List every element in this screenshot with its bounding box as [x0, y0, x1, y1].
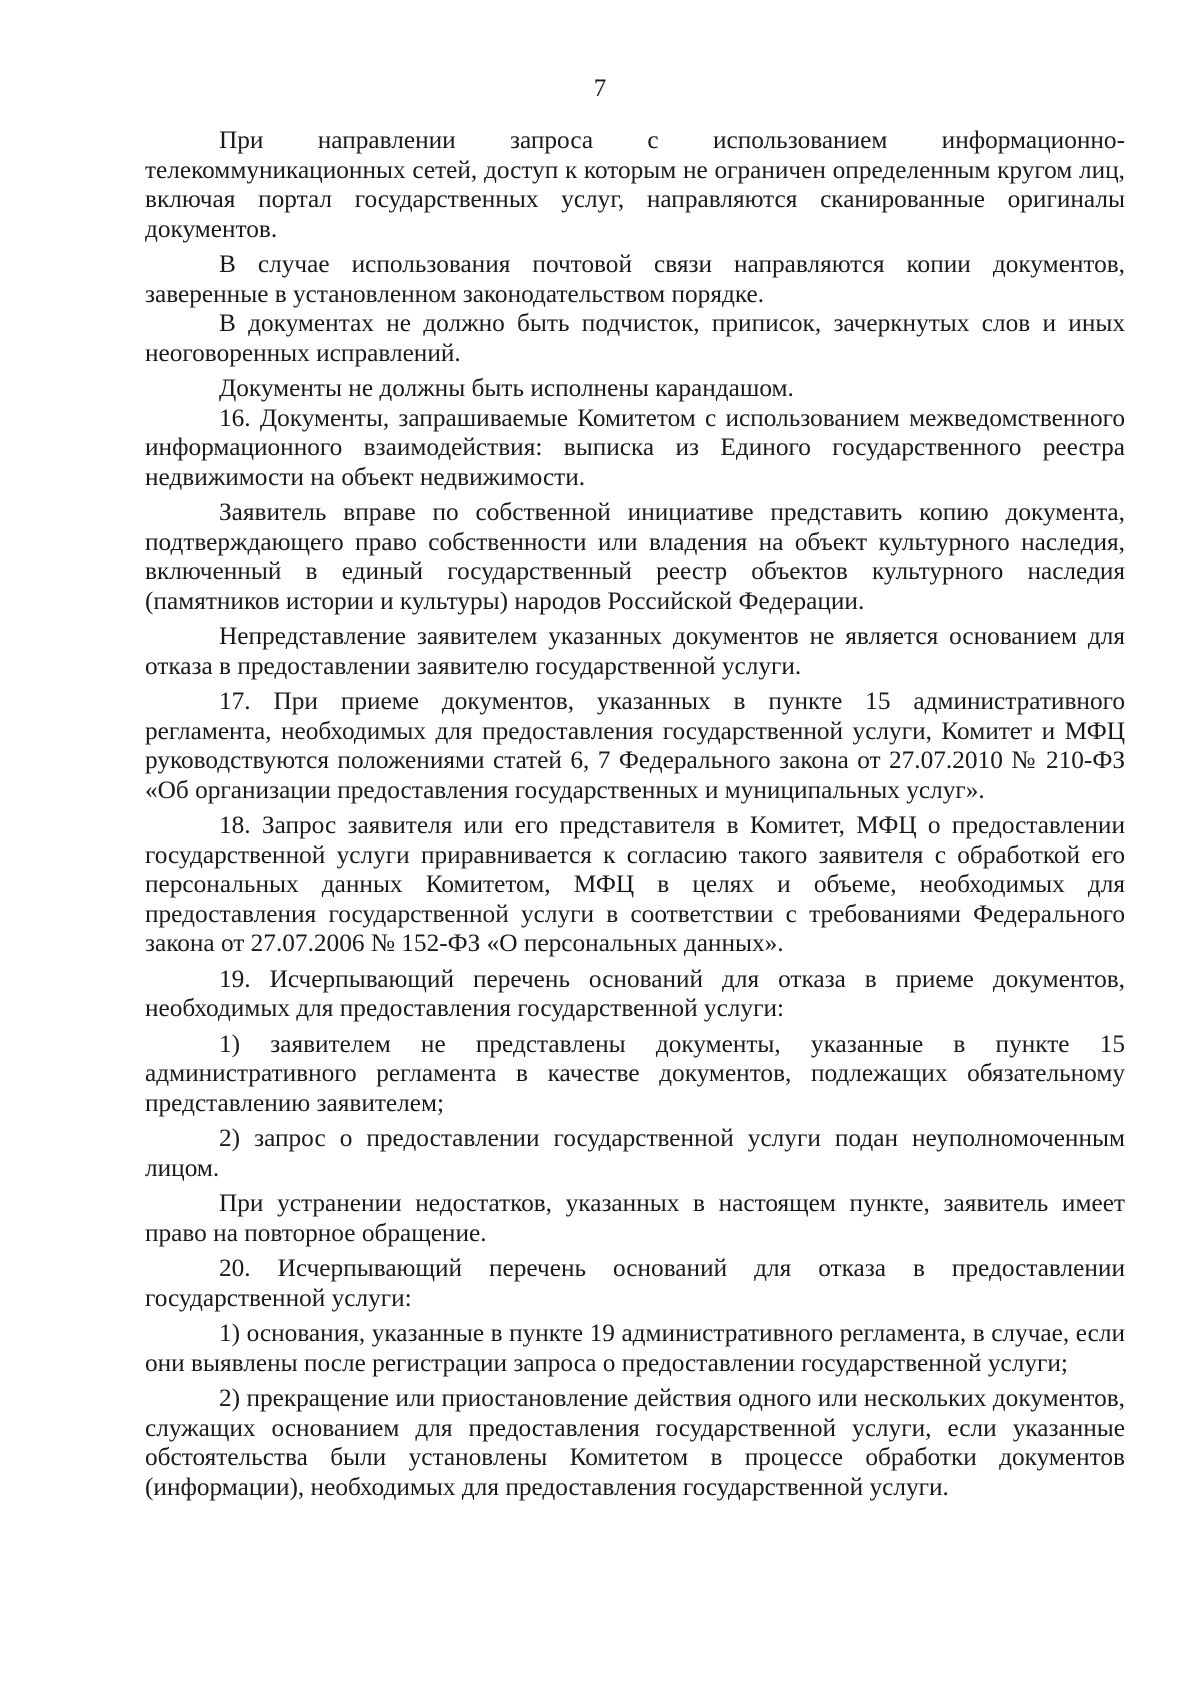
paragraph-item-18: 18. Запрос заявителя или его представителя в Комитет, МФЦ о предоставлении государственной услуги приравнивается к согласию такого заявителя с обработкой его персональных данных Комитетом, МФЦ в целях и объеме, необходимых для предоставления государственной услуги в соответствии с требованиями Федерального закона от 27.07.2006 № 152-ФЗ «О персональных данных». [145, 811, 1125, 957]
paragraph-postal-copies: В случае использования почтовой связи направляются копии документов, заверенные в установленном законодательством порядке. [145, 250, 1125, 308]
document-body [145, 126, 1125, 1502]
paragraph-own-initiative: Заявитель вправе по собственной инициативе представить копию документа, подтверждающего право собственности или владения на объект культурного наследия, включенный в единый государственный реестр объектов культурного наследия (памятников истории и культуры) народов Российской Федерации. [145, 498, 1125, 615]
paragraph-no-corrections: В документах не должно быть подчисток, приписок, зачеркнутых слов и иных неоговоренных исправлений. [145, 309, 1125, 367]
paragraph-item-19: 19. Исчерпывающий перечень оснований для отказа в приеме документов, необходимых для предоставления государственной услуги: [145, 964, 1125, 1022]
paragraph-non-submission: Непредставление заявителем указанных документов не является основанием для отказа в предоставлении заявителю государственной услуги. [145, 622, 1125, 680]
paragraph-item-19-2: 2) запрос о предоставлении государственной услуги подан неуполномоченным лицом. [145, 1124, 1125, 1182]
paragraph-item-17: 17. При приеме документов, указанных в пункте 15 административного регламента, необходимых для предоставления государственной услуги, Комитет и МФЦ руководствуются положениями статей 6, 7 Федерального закона от 27.07.2010 № 210-ФЗ «Об организации предоставления государственных и муниципальных услуг». [145, 687, 1125, 804]
paragraph-item-20-1: 1) основания, указанные в пункте 19 административного регламента, в случае, если они выявлены после регистрации запроса о предоставлении государственной услуги; [145, 1319, 1125, 1377]
paragraph-scanned-originals: При направлении запроса с использованием информационно-телекоммуникационных сетей, доступ к которым не ограничен определенным кругом лиц, включая портал государственных услуг, направляются сканированные оригиналы документов. [145, 126, 1125, 243]
paragraph-item-19-1: 1) заявителем не представлены документы, указанные в пункте 15 административного регламента в качестве документов, подлежащих обязательному представлению заявителем; [145, 1029, 1125, 1117]
paragraph-repeat-request: При устранении недостатков, указанных в настоящем пункте, заявитель имеет право на повторное обращение. [145, 1189, 1125, 1247]
paragraph-item-16: 16. Документы, запрашиваемые Комитетом с использованием межведомственного информационного взаимодействия: выписка из Единого государственного реестра недвижимости на объект недвижимости. [145, 403, 1125, 491]
page-number: 7 [593, 75, 607, 102]
paragraph-no-pencil: Документы не должны быть исполнены карандашом. [219, 374, 794, 402]
paragraph-item-20-2: 2) прекращение или приостановление действия одного или нескольких документов, служащих основанием для предоставления государственной услуги, если указанные обстоятельства были установлены Комитетом в процессе обработки документов (информации), необходимых для предоставления государственной услуги. [145, 1384, 1125, 1501]
paragraph-item-20: 20. Исчерпывающий перечень оснований для отказа в предоставлении государственной услуги: [145, 1254, 1125, 1312]
